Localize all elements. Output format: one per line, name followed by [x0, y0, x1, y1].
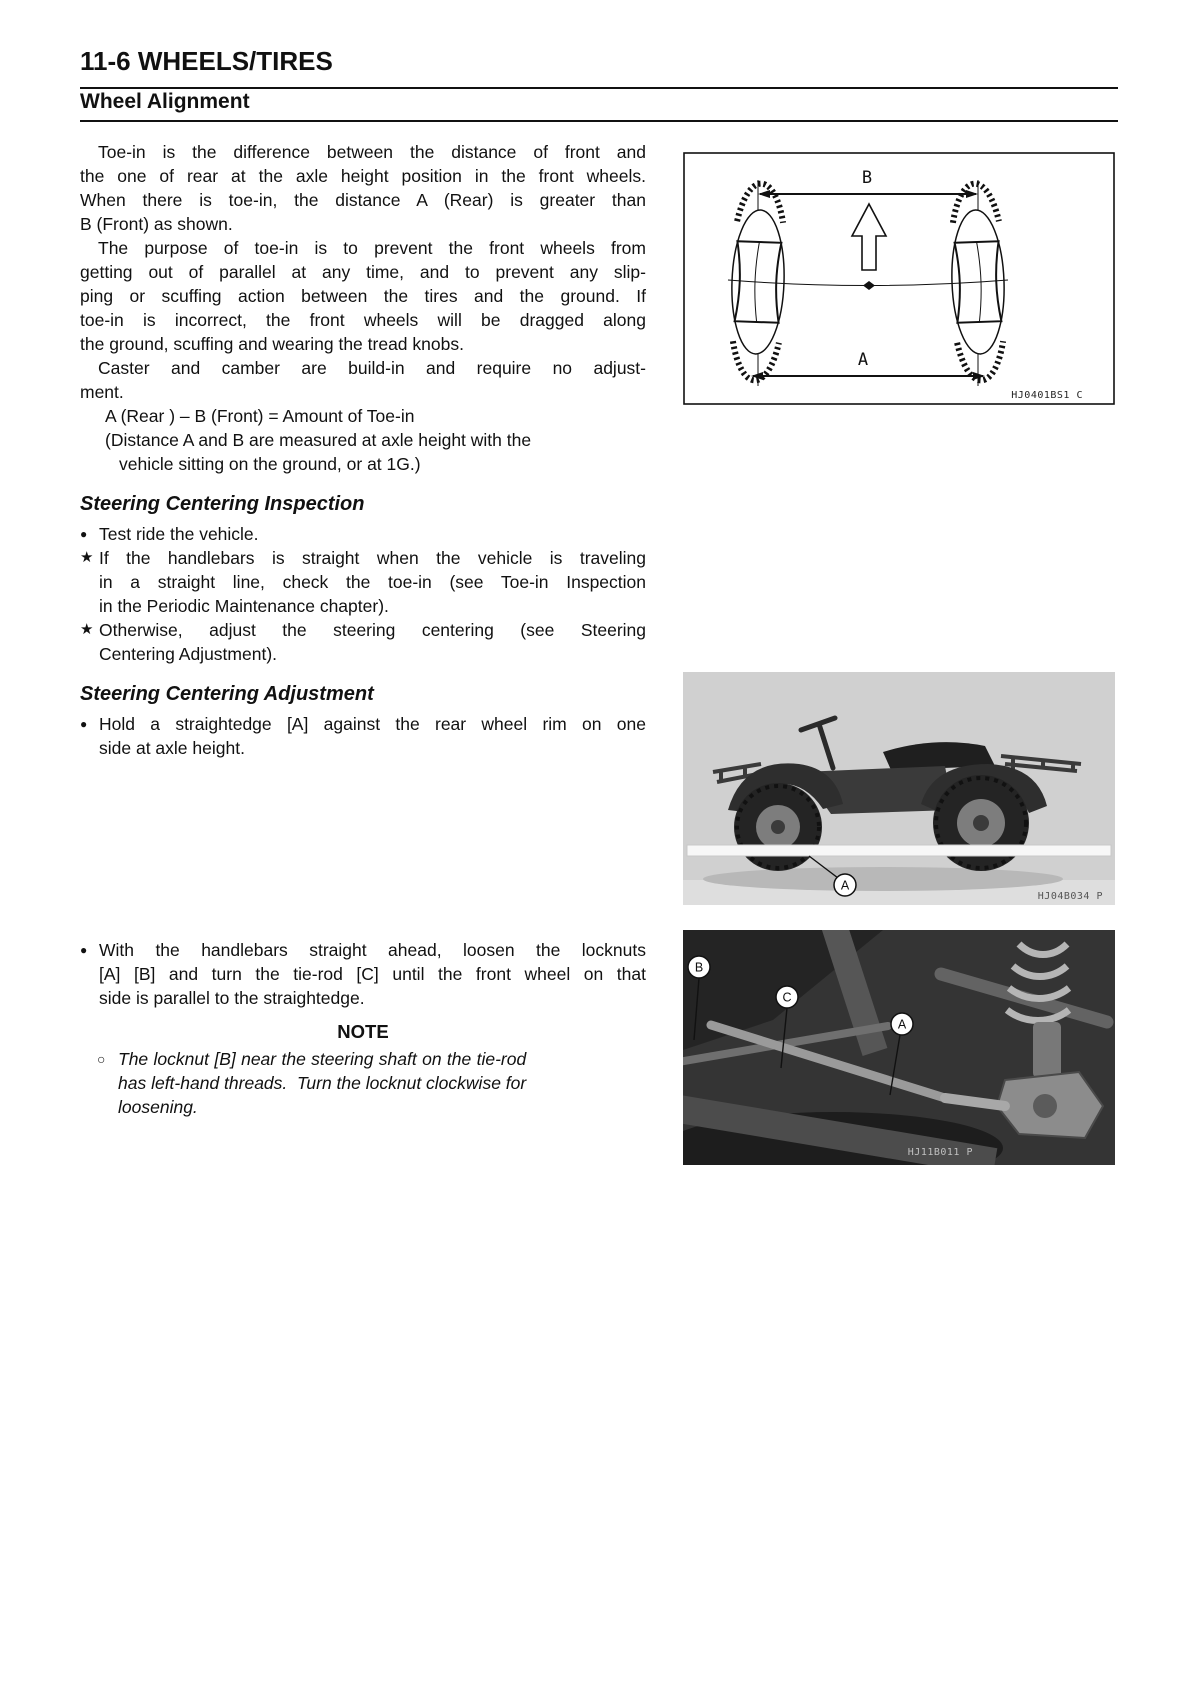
callout-a-label: A	[840, 878, 850, 893]
inspection-condition-2: Otherwise, adjust the steering centering (see Steering Centering Adjustment).	[99, 620, 646, 664]
list-item	[80, 712, 646, 760]
list-item	[80, 938, 646, 1010]
dimension-b-label: B	[861, 168, 873, 188]
bullet-icon: ●	[80, 527, 88, 541]
figure-code: HJ0401BS1 C	[1011, 390, 1083, 401]
note-text: The locknut [B] near the steering shaft on the tie-rod has left-hand threads. Turn the locknut clockwise for loosening.	[118, 1049, 527, 1117]
atv-photo-canvas	[683, 672, 1115, 905]
intro-paragraph-1: Toe-in is the difference between the distance of front and the one of rear at the axle height position in the front wheels. When there is toe-in, the distance A (Rear) is greater than B (Front) as shown.	[80, 142, 646, 234]
rear-wheel	[933, 775, 1029, 871]
intro-paragraph-2: The purpose of toe-in is to prevent the front wheels from getting out of parallel at any time, and to prevent any slip- ping or scuffing action between the tires and the ground. If toe-in is incorrect, the front wheels will be dragged along the ground, scuffing and wearing the tread knobs.	[80, 238, 646, 354]
list-item	[80, 618, 646, 666]
toein-diagram	[683, 152, 1115, 410]
callout-b-label: B	[694, 960, 704, 975]
toein-formula: A (Rear ) – B (Front) = Amount of Toe-in (Distance A and B are measured at axle height with the vehicle sitting on the ground, or at 1G.)	[105, 406, 532, 474]
tierod-photo-canvas	[683, 930, 1115, 1165]
dimension-a-label: A	[857, 350, 869, 370]
straightedge-bar	[687, 845, 1111, 856]
intro-paragraph-3: Caster and camber are build-in and require no adjust- ment.	[80, 358, 646, 402]
inspection-step-1: Test ride the vehicle.	[99, 524, 259, 544]
star-icon: ★	[80, 549, 94, 566]
inspection-condition-1: If the handlebars is straight when the vehicle is traveling in a straight line, check the toe-in (see Toe-in Inspection in the Periodic Maintenance chapter).	[99, 548, 646, 616]
note-heading: NOTE	[337, 1021, 389, 1042]
bullet-icon: ●	[80, 717, 88, 731]
note-item	[80, 1047, 646, 1119]
toein-diagram-canvas	[683, 152, 1115, 405]
callout-c-label: C	[782, 990, 792, 1005]
inspection-heading: Steering Centering Inspection	[80, 493, 365, 515]
adjustment-step-2: With the handlebars straight ahead, loosen the locknuts [A] [B] and turn the tie-rod [C] until the front wheel on that side is parallel to the straightedge.	[99, 940, 646, 1008]
tierod-photo	[683, 930, 1115, 1170]
front-wheel	[734, 783, 822, 871]
list-item	[80, 522, 646, 546]
callout-a-label: A	[897, 1017, 907, 1032]
header-rule-top	[80, 87, 1118, 89]
section-title: Wheel Alignment	[80, 90, 250, 113]
open-circle-icon: ○	[97, 1051, 106, 1067]
figure-code: HJ11B011 P	[907, 1147, 973, 1158]
body-text-column	[80, 140, 646, 1119]
ground-shadow	[703, 867, 1063, 891]
star-icon: ★	[80, 621, 94, 638]
adjustment-heading: Steering Centering Adjustment	[80, 683, 374, 705]
atv-photo	[683, 672, 1115, 910]
bullet-icon: ●	[80, 943, 88, 957]
figure-code: HJ04B034 P	[1037, 891, 1103, 902]
list-item	[80, 546, 646, 618]
header-rule-bottom	[80, 120, 1118, 122]
adjustment-step-1: Hold a straightedge [A] against the rear wheel rim on one side at axle height.	[99, 714, 646, 758]
page-title: 11-6 WHEELS/TIRES	[80, 46, 333, 76]
